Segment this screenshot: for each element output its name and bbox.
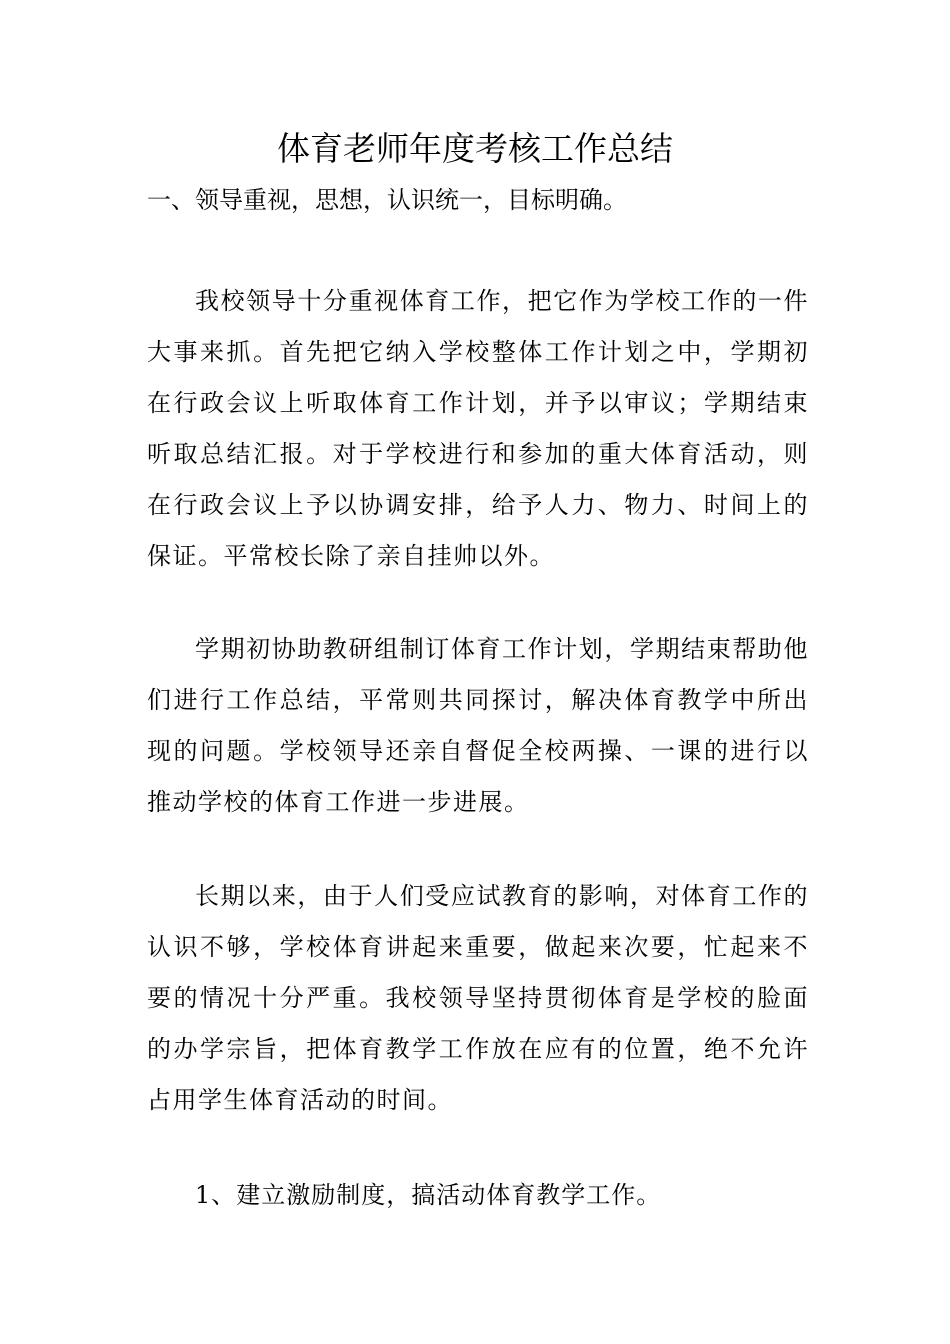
paragraph-planning: 学期初协助教研组制订体育工作计划，学期结束帮助他们进行工作总结，平常则共同探讨，解决体育教学中所出现的问题。学校领导还亲自督促全校两操、一课的进行以推动学校的体育工作进一步进展。	[147, 635, 809, 816]
list-item-incentive: 1、建立激励制度，搞活动体育教学工作。	[195, 1181, 662, 1209]
document-title: 体育老师年度考核工作总结	[277, 129, 673, 168]
paragraph-awareness: 长期以来，由于人们受应试教育的影响，对体育工作的认识不够，学校体育讲起来重要，做起来次要，忙起来不要的情况十分严重。我校领导坚持贯彻体育是学校的脸面的办学宗旨，把体育教学工作放在应有的位置，绝不允许占用学生体育活动的时间。	[147, 882, 809, 1114]
paragraph-leadership: 我校领导十分重视体育工作，把它作为学校工作的一件大事来抓。首先把它纳入学校整体工作计划之中，学期初在行政会议上听取体育工作计划，并予以审议；学期结束听取总结汇报。对于学校进行和参加的重大体育活动，则在行政会议上予以协调安排，给予人力、物力、时间上的保证。平常校长除了亲自挂帅以外。	[147, 287, 809, 570]
section-heading: 一、领导重视，思想，认识统一，目标明确。	[147, 186, 627, 214]
